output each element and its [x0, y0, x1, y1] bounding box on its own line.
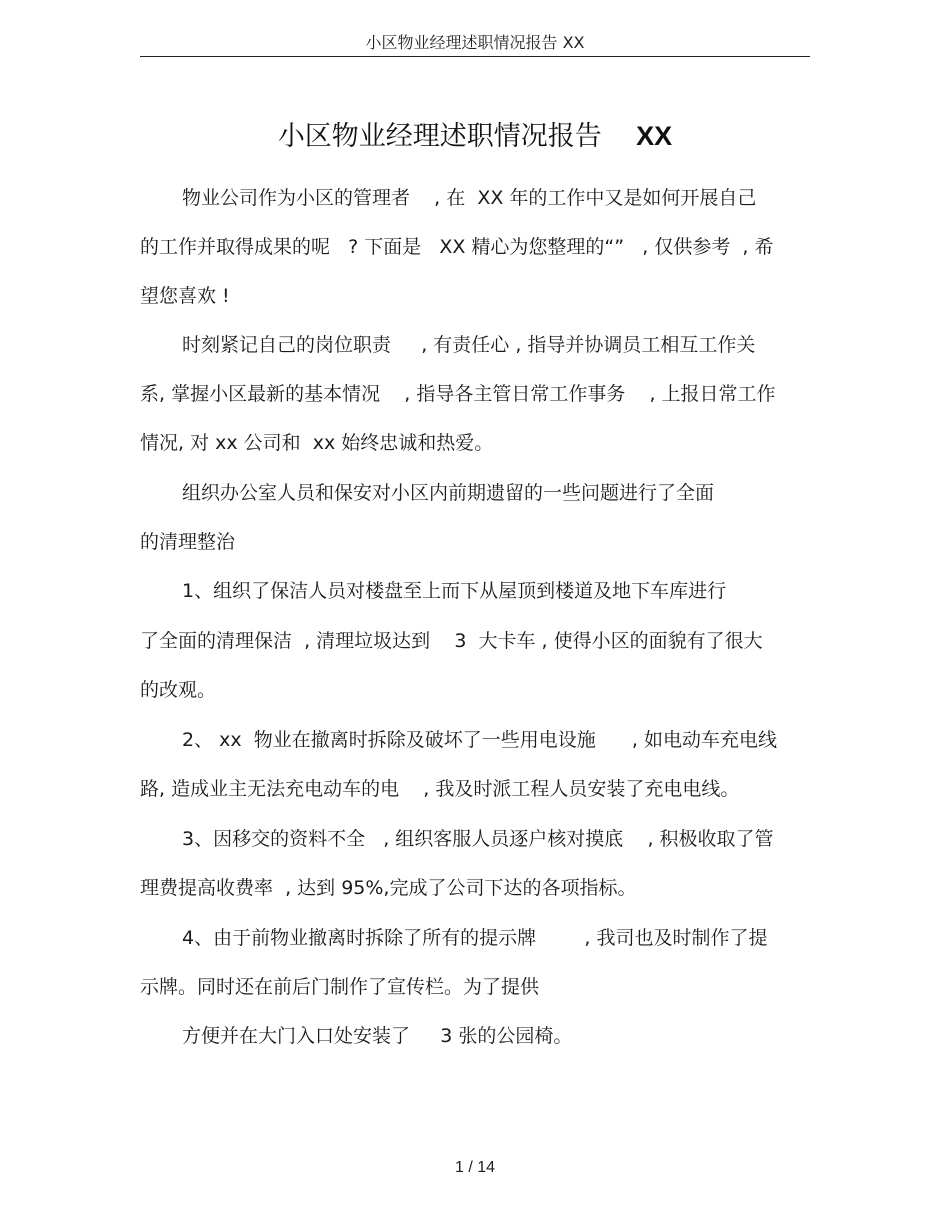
- item-1-line-2: 了全面的清理保洁 , 清理垃圾达到 3 大卡车 , 使得小区的面貌有了很大: [140, 630, 763, 652]
- document-title: [140, 112, 810, 161]
- item-3-line-2: 理费提高收费率 , 达到 95%,完成了公司下达的各项指标。: [140, 877, 637, 899]
- item-1-line-3: 的改观。: [140, 679, 217, 701]
- paragraph-3-line-2: 的清理整治: [140, 531, 236, 553]
- paragraph-1-line-1: 物业公司作为小区的管理者 , 在 XX 年的工作中又是如何开展自己: [182, 187, 757, 209]
- paragraph-2-line-2: 系, 掌握小区最新的基本情况 , 指导各主管日常工作事务 , 上报日常工作: [140, 383, 776, 405]
- paragraph-2-line-1: 时刻紧记自己的岗位职责 , 有责任心 , 指导并协调员工相互工作关: [182, 334, 756, 356]
- item-4-line-3: 方便并在大门入口处安装了 3 张的公园椅。: [182, 1025, 573, 1047]
- item-2-line-1: 2、 xx 物业在撤离时拆除及破坏了一些用电设施 , 如电动车充电线: [182, 729, 778, 751]
- item-1-line-1: 1、组织了保洁人员对楼盘至上而下从屋顶到楼道及地下车库进行: [182, 580, 727, 602]
- header-rule: [140, 56, 810, 57]
- title-main: 小区物业经理述职情况报告: [277, 121, 602, 152]
- paragraph-1-line-3: 望您喜欢 !: [140, 285, 230, 307]
- item-4-line-1: 4、由于前物业撤离时拆除了所有的提示牌 , 我司也及时制作了提: [182, 927, 768, 949]
- paragraph-1-line-2: 的工作并取得成果的呢 ? 下面是 XX 精心为您整理的“” , 仅供参考 , 希: [140, 236, 774, 258]
- item-4-line-2: 示牌。同时还在前后门制作了宣传栏。为了提供: [140, 976, 540, 998]
- paragraph-3-line-1: 组织办公室人员和保安对小区内前期遗留的一些问题进行了全面: [182, 482, 715, 504]
- page-number: 1 / 14: [454, 1159, 496, 1176]
- running-header: 小区物业经理述职情况报告 XX: [365, 33, 585, 52]
- item-3-line-1: 3、因移交的资料不全 , 组织客服人员逐户核对摸底 , 积极收取了管: [182, 828, 774, 850]
- item-2-line-2: 路, 造成业主无法充电动车的电 , 我及时派工程人员安装了充电电线。: [140, 778, 740, 800]
- title-suffix: XX: [636, 121, 673, 151]
- paragraph-2-line-3: 情况, 对 xx 公司和 xx 始终忠诚和热爱。: [140, 432, 494, 454]
